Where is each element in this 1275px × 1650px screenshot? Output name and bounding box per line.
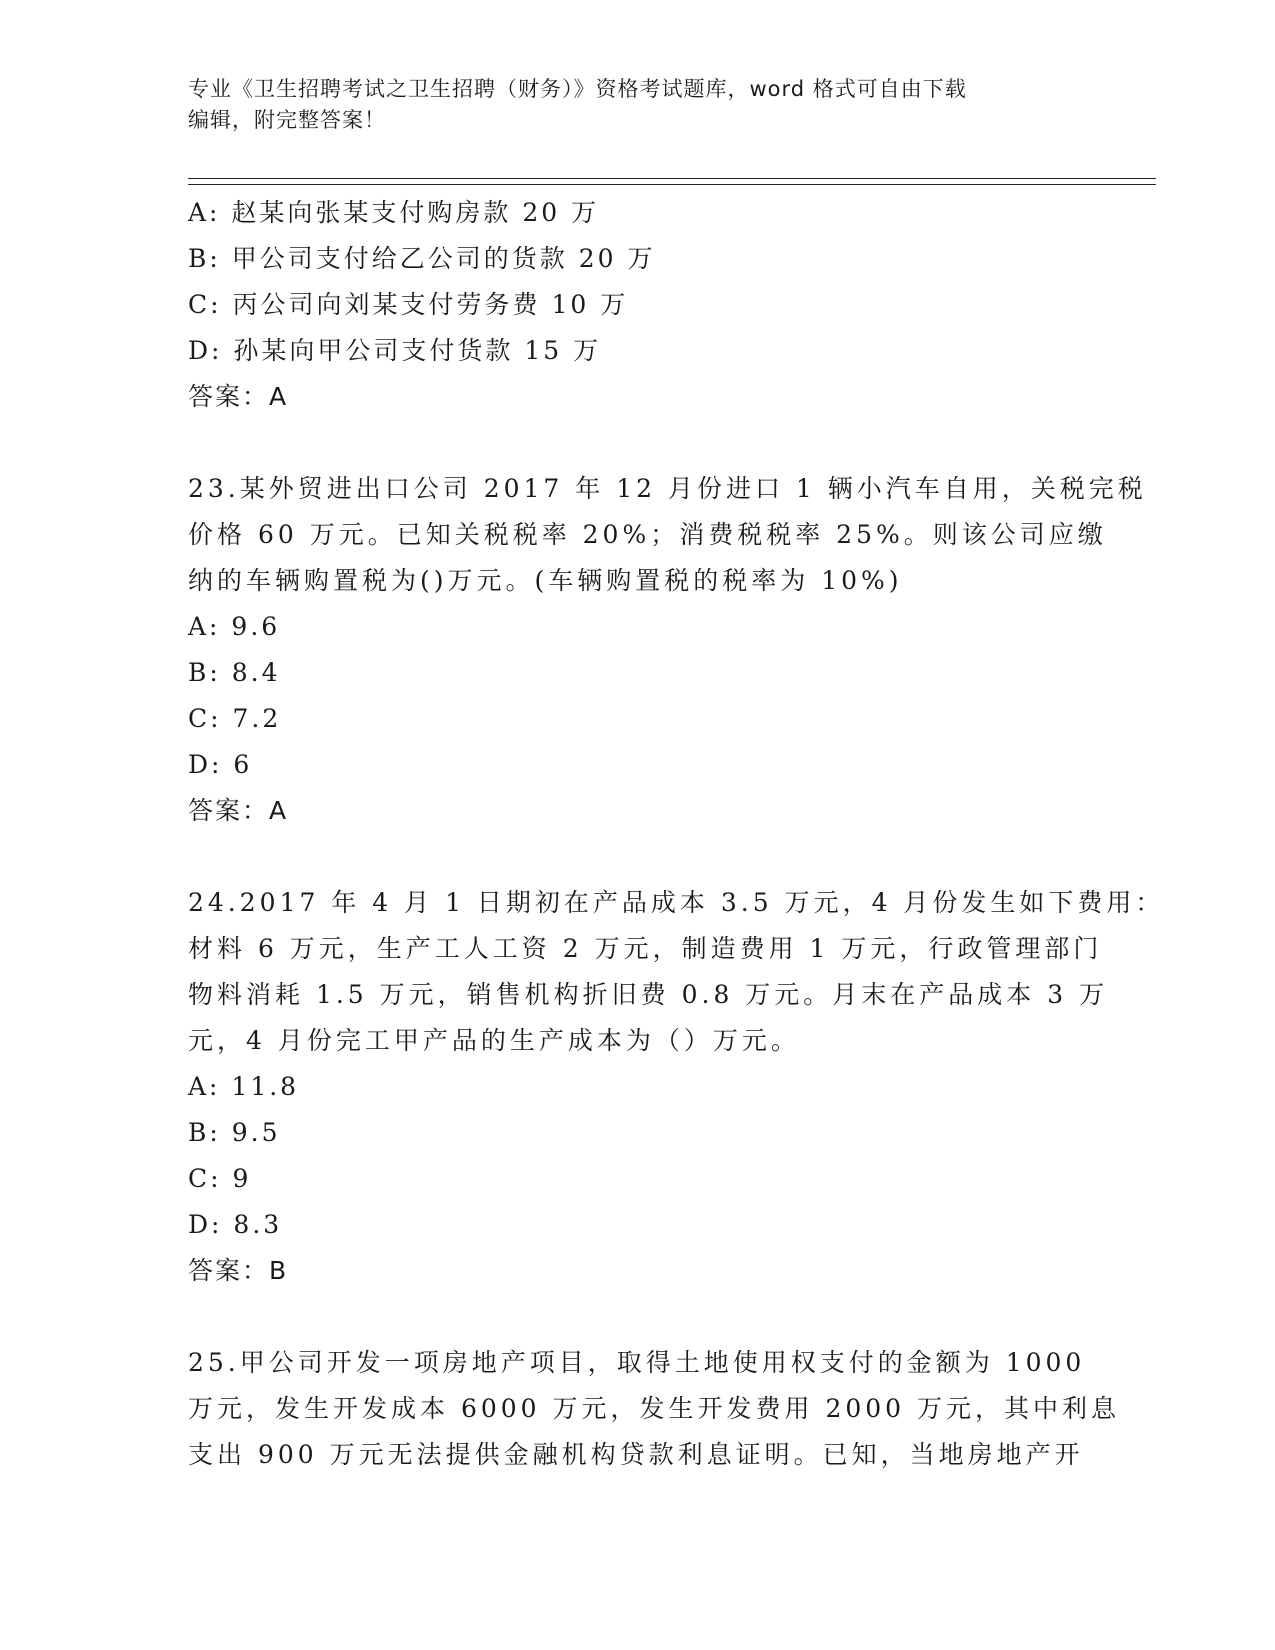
header-divider-top xyxy=(188,178,1156,179)
spacer xyxy=(188,834,1088,880)
option-c: C: 7.2 xyxy=(188,704,282,733)
question-text-line: 支出 900 万元无法提供金融机构贷款利息证明。已知，当地房地产开 xyxy=(188,1440,1084,1469)
question-text-line: 物料消耗 1.5 万元，销售机构折旧费 0.8 万元。月末在产品成本 3 万 xyxy=(188,980,1109,1009)
question-text-line: 25.甲公司开发一项房地产项目，取得土地使用权支付的金额为 1000 xyxy=(188,1348,1086,1377)
question-23 xyxy=(188,466,1147,834)
question-text-line: 23.某外贸进出口公司 2017 年 12 月份进口 1 辆小汽车自用，关税完税 xyxy=(188,474,1147,503)
question-25 xyxy=(188,1340,1121,1478)
answer: 答案：B xyxy=(188,1256,289,1285)
document-header xyxy=(188,74,1088,136)
option-b: B: 9.5 xyxy=(188,1118,281,1147)
option-a: A: 赵某向张某支付购房款 20 万 xyxy=(188,198,600,227)
answer: 答案：A xyxy=(188,382,289,411)
option-d: D: 6 xyxy=(188,750,253,779)
header-line-2: 编辑，附完整答案！ xyxy=(188,108,386,132)
option-c: C: 9 xyxy=(188,1164,252,1193)
option-c: C: 丙公司向刘某支付劳务费 10 万 xyxy=(188,290,629,319)
option-b: B: 甲公司支付给乙公司的货款 20 万 xyxy=(188,244,656,273)
question-text-line: 24.2017 年 4 月 1 日期初在产品成本 3.5 万元，4 月份发生如下费用： xyxy=(188,888,1165,917)
question-text-line: 纳的车辆购置税为()万元。(车辆购置税的税率为 10%) xyxy=(188,566,903,595)
option-d: D: 孙某向甲公司支付货款 15 万 xyxy=(188,336,602,365)
question-24 xyxy=(188,880,1165,1294)
question-content xyxy=(188,190,1165,1478)
option-d: D: 8.3 xyxy=(188,1210,283,1239)
header-line-1: 专业《卫生招聘考试之卫生招聘（财务）》资格考试题库，word 格式可自由下载 xyxy=(188,77,967,101)
question-text-line: 元，4 月份完工甲产品的生产成本为（）万元。 xyxy=(188,1026,800,1055)
option-b: B: 8.4 xyxy=(188,658,281,687)
option-a: A: 9.6 xyxy=(188,612,281,641)
spacer xyxy=(188,420,1088,466)
header-divider-bottom xyxy=(188,184,1156,185)
answer: 答案：A xyxy=(188,796,289,825)
spacer xyxy=(188,1294,1088,1340)
question-text-line: 材料 6 万元，生产工人工资 2 万元，制造费用 1 万元，行政管理部门 xyxy=(188,934,1103,963)
question-22 xyxy=(188,190,1088,420)
question-text-line: 价格 60 万元。已知关税税率 20%；消费税税率 25%。则该公司应缴 xyxy=(188,520,1107,549)
question-text-line: 万元，发生开发成本 6000 万元，发生开发费用 2000 万元，其中利息 xyxy=(188,1394,1121,1423)
option-a: A: 11.8 xyxy=(188,1072,300,1101)
